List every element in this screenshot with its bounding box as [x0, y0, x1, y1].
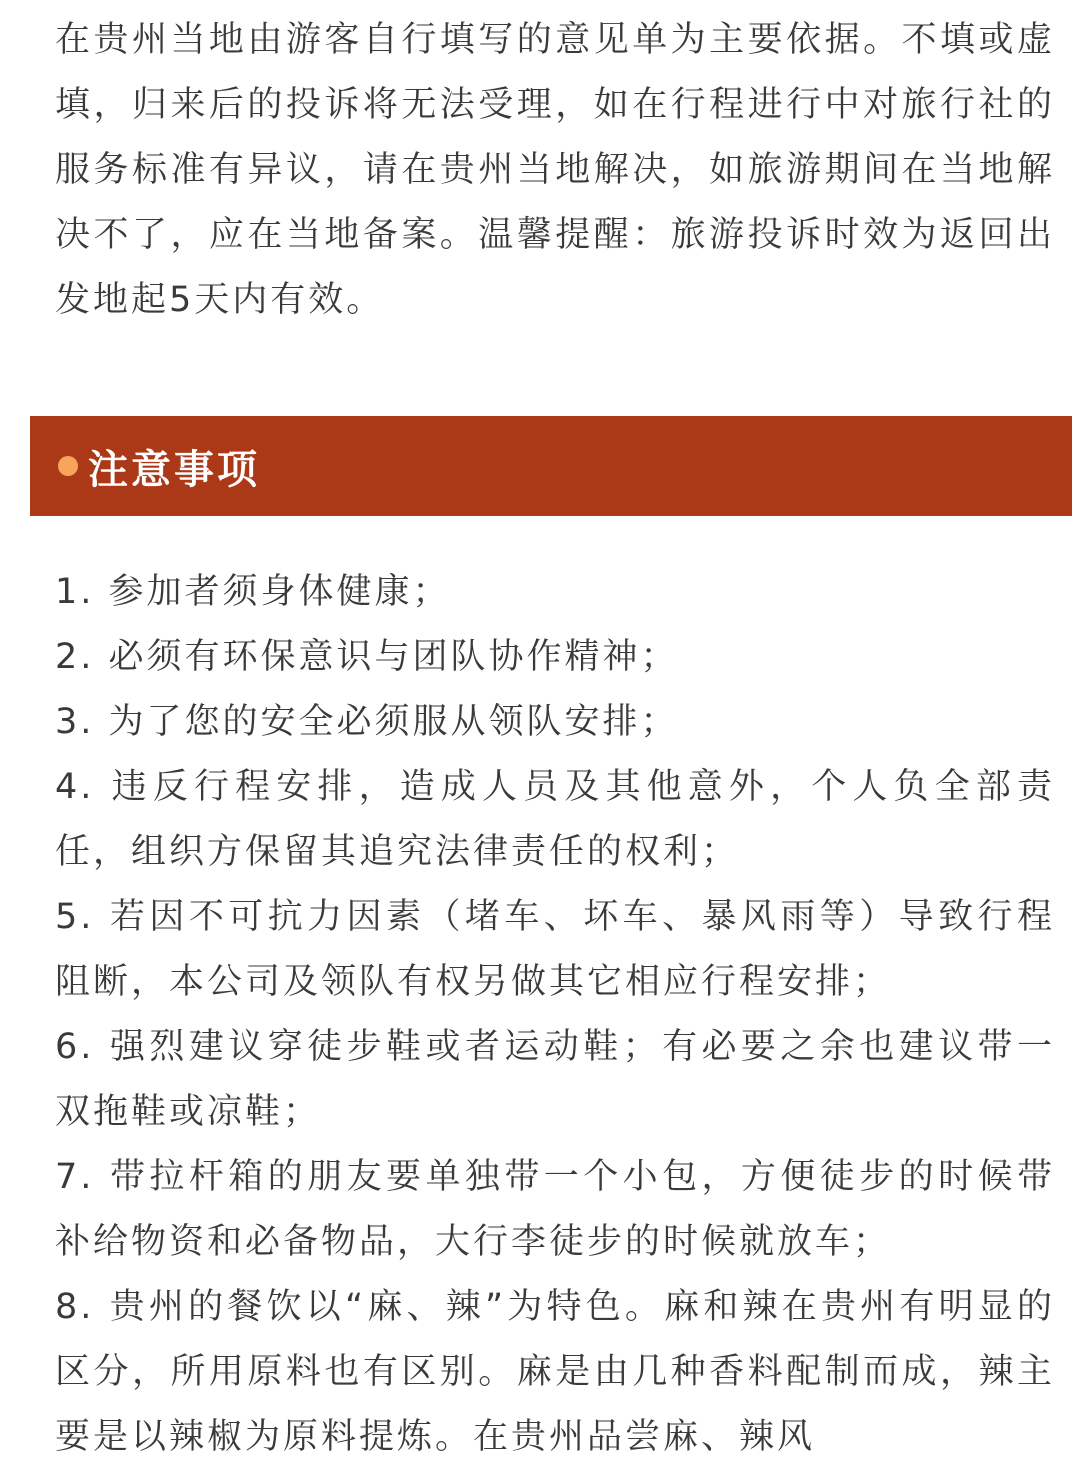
intro-paragraph: 在贵州当地由游客自行填写的意见单为主要依据。不填或虚填，归来后的投诉将无法受理，如在行程进行中对旅行社的服务标准有异议，请在贵州当地解决，如旅游期间在当地解决不了，应在当地备案。温馨提醒：旅游投诉时效为返回出发地起5天内有效。	[55, 20, 1055, 320]
section-header-notes	[30, 416, 1072, 516]
note-item-8: 8. 贵州的餐饮以“麻、辣”为特色。麻和辣在贵州有明显的区分，所用原料也有区别。麻是由几种香料配制而成，辣主要是以辣椒为原料提炼。在贵州品尝麻、辣风	[55, 1287, 1055, 1457]
note-item-6: 6. 强烈建议穿徒步鞋或者运动鞋；有必要之余也建议带一双拖鞋或凉鞋；	[55, 1027, 1055, 1132]
note-item-7: 7. 带拉杆箱的朋友要单独带一个小包，方便徒步的时候带补给物资和必备物品，大行李徒步的时候就放车；	[55, 1157, 1055, 1262]
bullet-dot-icon	[58, 456, 78, 476]
note-item-3: 3. 为了您的安全必须服从领队安排；	[55, 702, 679, 742]
note-item-4: 4. 违反行程安排，造成人员及其他意外，个人负全部责任，组织方保留其追究法律责任的权利；	[55, 767, 1055, 872]
note-item-5: 5. 若因不可抗力因素（堵车、坏车、暴风雨等）导致行程阻断，本公司及领队有权另做其它相应行程安排；	[55, 897, 1055, 1002]
section-title: 注意事项	[88, 446, 260, 493]
note-item-2: 2. 必须有环保意识与团队协作精神；	[55, 637, 679, 677]
note-item-1: 1. 参加者须身体健康；	[55, 572, 451, 612]
notes-list	[55, 560, 1055, 1470]
